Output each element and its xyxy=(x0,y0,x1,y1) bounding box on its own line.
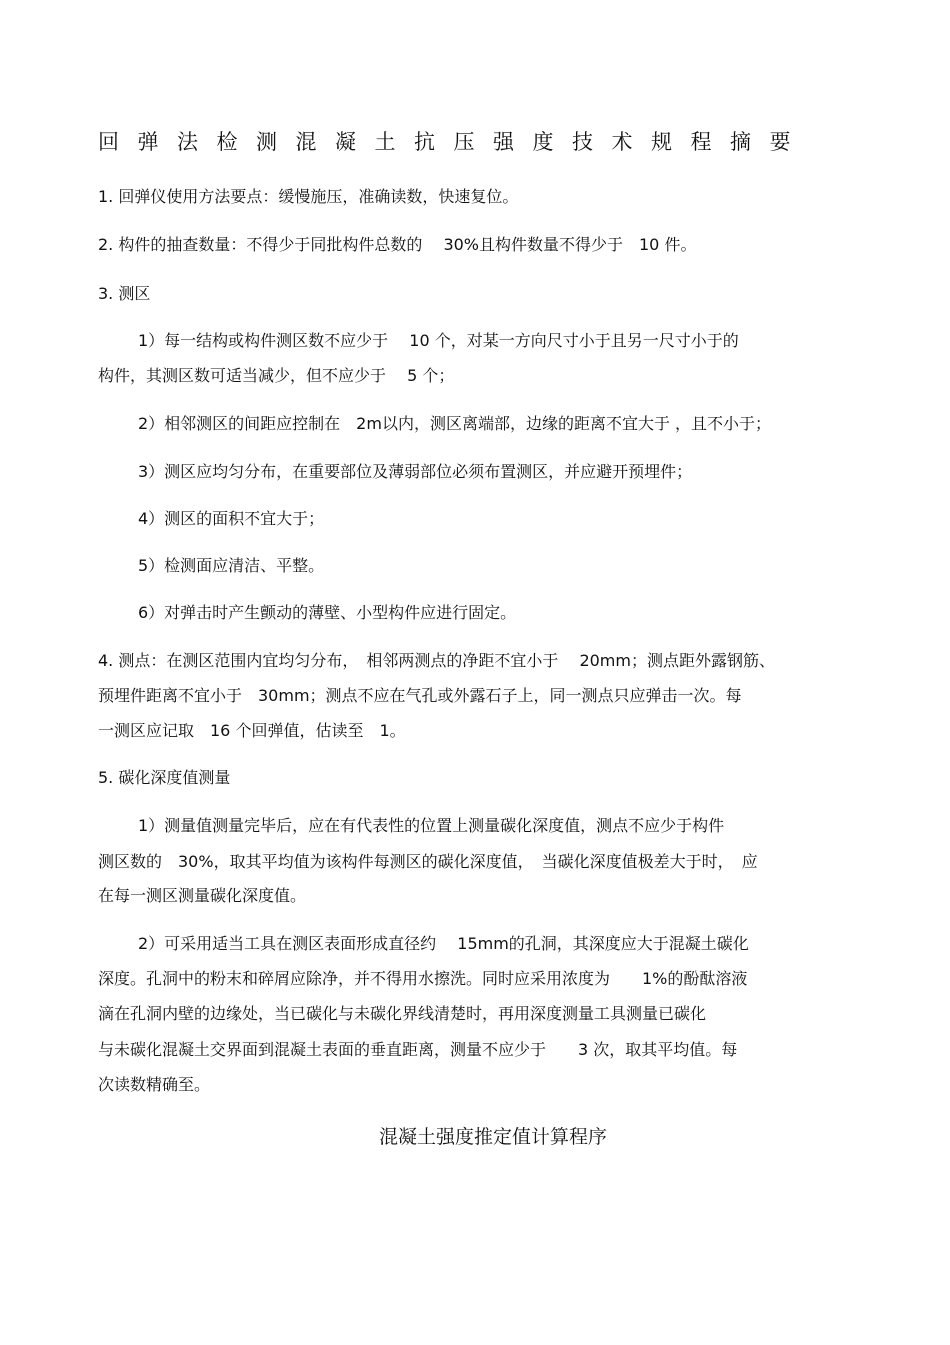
document-title: 回弹法检测混凝土抗压强度技术规程摘要 xyxy=(98,130,809,154)
paragraph-line: 5. 碳化深度值测量 xyxy=(98,768,231,787)
paragraph-line: 2. 构件的抽查数量：不得少于同批构件总数的 30%且构件数量不得少于 10 件。 xyxy=(98,235,697,254)
paragraph-line: 在每一测区测量碳化深度值。 xyxy=(98,886,307,905)
paragraph-line: 深度。孔洞中的粉末和碎屑应除净，并不得用水擦洗。同时应采用浓度为 1%的酚酞溶液 xyxy=(98,969,748,988)
paragraph-line: 与未碳化混凝土交界面到混凝土表面的垂直距离，测量不应少于 3 次，取其平均值。每 xyxy=(98,1040,738,1059)
paragraph-line: 4）测区的面积不宜大于； xyxy=(138,509,325,528)
paragraph-line: 滴在孔洞内壁的边缘处，当已碳化与未碳化界线清楚时，再用深度测量工具测量已碳化 xyxy=(98,1004,707,1023)
paragraph-line: 一测区应记取 16 个回弹值，估读至 1。 xyxy=(98,721,406,740)
paragraph-line: 预埋件距离不宜小于 30mm；测点不应在气孔或外露石子上，同一测点只应弹击一次。每 xyxy=(98,686,742,705)
paragraph-line: 4. 测点：在测区范围内宜均匀分布， 相邻两测点的净距不宜小于 20mm；测点距外露钢筋、 xyxy=(98,651,775,670)
paragraph-line: 1. 回弹仪使用方法要点：缓慢施压，准确读数，快速复位。 xyxy=(98,187,519,206)
section-subtitle: 混凝土强度推定值计算程序 xyxy=(378,1126,607,1148)
paragraph-line: 1）测量值测量完毕后，应在有代表性的位置上测量碳化深度值，测点不应少于构件 xyxy=(138,816,725,835)
paragraph-line: 构件，其测区数可适当减少，但不应少于 5 个； xyxy=(98,366,455,385)
paragraph-line: 测区数的 30%，取其平均值为该构件每测区的碳化深度值， 当碳化深度值极差大于时， 应 xyxy=(98,852,758,871)
paragraph-line: 2）相邻测区的间距应控制在 2m以内，测区离端部，边缘的距离不宜大于 ，且不小于； xyxy=(138,414,772,433)
paragraph-line: 6）对弹击时产生颤动的薄壁、小型构件应进行固定。 xyxy=(138,603,517,622)
paragraph-line: 次读数精确至。 xyxy=(98,1075,211,1094)
paragraph-line: 1）每一结构或构件测区数不应少于 10 个，对某一方向尺寸小于且另一尺寸小于的 xyxy=(138,331,739,350)
paragraph-line: 3）测区应均匀分布，在重要部位及薄弱部位必须布置测区，并应避开预埋件； xyxy=(138,462,693,481)
paragraph-line: 3. 测区 xyxy=(98,284,151,303)
paragraph-line: 5）检测面应清洁、平整。 xyxy=(138,556,325,575)
paragraph-line: 2）可采用适当工具在测区表面形成直径约 15mm的孔洞，其深度应大于混凝土碳化 xyxy=(138,934,749,953)
